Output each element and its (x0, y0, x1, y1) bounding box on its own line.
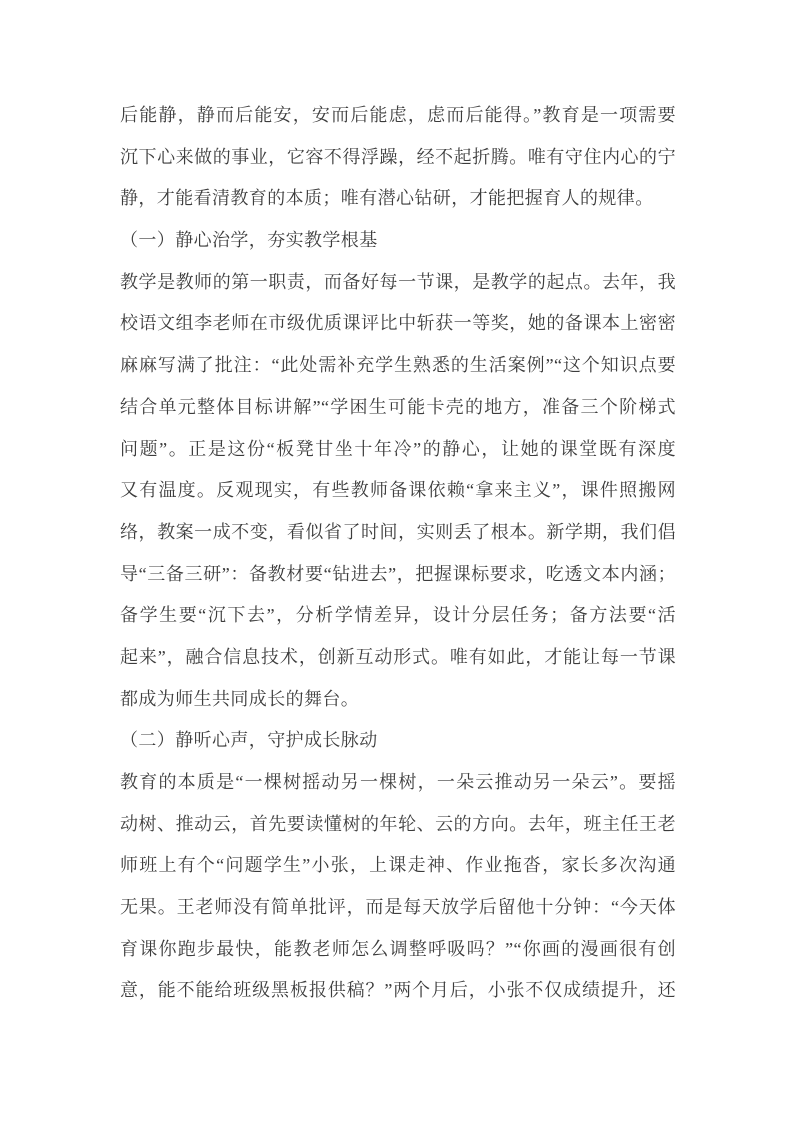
text-line: 教学是教师的第一职责，而备好每一节课，是教学的起点。去年，我 (120, 271, 676, 292)
text-line: 又有温度。反观现实，有些教师备课依赖“拿来主义”，课件照搬网 (120, 480, 676, 501)
section-heading-1: （一）静心治学，夯实教学根基 (120, 230, 378, 251)
text-line: 起来”，融合信息技术，创新互动形式。唯有如此，才能让每一节课 (120, 646, 676, 667)
text-line: 沉下心来做的事业，它容不得浮躁，经不起折腾。唯有守住内心的宁 (120, 146, 676, 167)
section-heading-2: （二）静听心声，守护成长脉动 (120, 730, 378, 751)
text-line: 备学生要“沉下去”，分析学情差异，设计分层任务；备方法要“活 (120, 605, 676, 626)
text-line: 络，教案一成不变，看似省了时间，实则丢了根本。新学期，我们倡 (120, 521, 676, 542)
text-line: 导“三备三研”：备教材要“钻进去”，把握课标要求，吃透文本内涵； (120, 563, 676, 584)
text-line: 都成为师生共同成长的舞台。 (120, 688, 360, 709)
text-line: 意，能不能给班级黑板报供稿？”两个月后，小张不仅成绩提升，还 (120, 980, 676, 1001)
text-line: 育课你跑步最快，能教老师怎么调整呼吸吗？”“你画的漫画很有创 (120, 938, 676, 959)
text-line: 校语文组李老师在市级优质课评比中斩获一等奖，她的备课本上密密 (120, 313, 676, 334)
text-line: 教育的本质是“一棵树摇动另一棵树，一朵云推动另一朵云”。要摇 (120, 772, 676, 792)
text-line: 后能静，静而后能安，安而后能虑，虑而后能得。”教育是一项需要 (120, 105, 676, 125)
text-line: 静，才能看清教育的本质；唯有潜心钻研，才能把握育人的规律。 (120, 188, 654, 209)
text-body (120, 95, 676, 1012)
text-line: 动树、推动云，首先要读懂树的年轮、云的方向。去年，班主任王老 (120, 813, 676, 834)
text-line: 麻麻写满了批注：“此处需补充学生熟悉的生活案例”“这个知识点要 (120, 355, 676, 376)
text-line: 结合单元整体目标讲解”“学困生可能卡壳的地方，准备三个阶梯式 (120, 396, 676, 417)
text-line: 问题”。正是这份“板凳甘坐十年冷”的静心，让她的课堂既有深度 (120, 438, 676, 459)
text-line: 师班上有个“问题学生”小张，上课走神、作业拖沓，家长多次沟通 (120, 855, 676, 876)
text-line: 无果。王老师没有简单批评，而是每天放学后留他十分钟：“今天体 (120, 897, 676, 918)
